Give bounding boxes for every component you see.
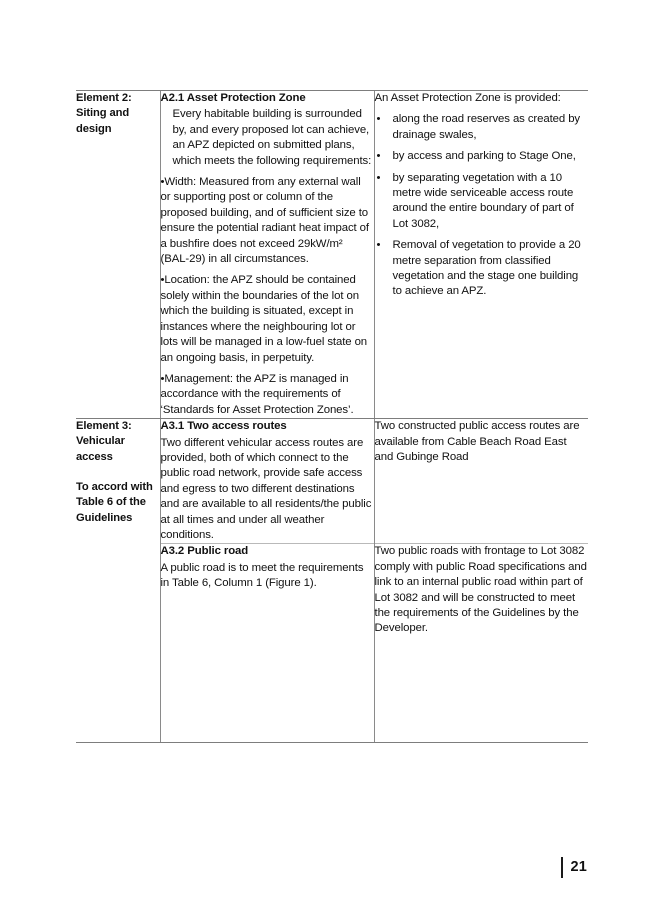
- response-text-a3-1: Two constructed public access routes are available from Cable Beach Road East and Gubinge Road: [374, 420, 580, 463]
- cell-spacer: [161, 592, 374, 742]
- element-2-response-cell: [374, 91, 588, 419]
- element-3-standard-cell-a31: [160, 419, 374, 544]
- clause-heading-a3-1: A3.1 Two access routes: [160, 420, 287, 433]
- bullet-icon: •: [376, 239, 381, 252]
- element-label-line: To accord with Table 6 of the Guidelines: [76, 481, 153, 524]
- element-label-line: design: [76, 122, 112, 135]
- page-number-rule: [561, 857, 563, 878]
- element-label-line: Element 2:: [76, 92, 132, 104]
- clause-intro-a2-1: Every habitable building is surrounded by, and every proposed lot can achieve, an APZ depicted on submitted plans, which meets the following requirements:: [172, 108, 372, 167]
- list-item: [375, 238, 589, 300]
- list-item: [375, 171, 589, 233]
- element-3-response-cell-a31: [374, 419, 588, 544]
- clause-point-location: •Location: the APZ should be contained solely within the boundaries of the lot on which the building is situated, except in instances where the neighbouring lot or lots will be managed in a low-fuel state on an ongoing basis, in perpetuity.: [160, 274, 368, 364]
- element-label-line: Siting and: [76, 107, 130, 120]
- response-intro-a2-1: An Asset Protection Zone is provided:: [374, 92, 561, 104]
- clause-heading-a3-2: A3.2 Public road: [160, 545, 249, 558]
- bullet-icon: •: [376, 113, 381, 126]
- clause-body-a3-1: Two different vehicular access routes are provided, both of which connect to the public road network, provide safe access and egress to two different destinations and are available to all residents/the public at all times and under all weather conditions.: [160, 436, 372, 541]
- page-number-group: [561, 855, 587, 879]
- clause-heading-a2-1: A2.1 Asset Protection Zone: [160, 92, 306, 104]
- list-item-label: by separating vegetation with a 10 metre wide serviceable access route around the entire boundary of part of Lot 3082,: [392, 171, 574, 230]
- element-3-response-cell-a32: [374, 544, 588, 742]
- table-row: [76, 91, 588, 419]
- element-label-line: Element 3: Vehicular access: [76, 420, 132, 463]
- list-item-label: Removal of vegetation to provide a 20 metre separation from classified vegetation and the stage one building to achieve an APZ.: [392, 239, 581, 298]
- bushfire-requirements-table: [76, 90, 588, 743]
- bullet-icon: •: [376, 171, 381, 184]
- page-footer: [0, 855, 653, 885]
- clause-point-management: •Management: the APZ is managed in accordance with the requirements of ‘Standards for Asset Protection Zones’.: [160, 372, 354, 416]
- response-text-a3-2: Two public roads with frontage to Lot 3082 comply with public Road specifications and link to an internal public road within part of Lot 3082 and will be constructed to meet the requirements of the Guidelines by the Developer.: [374, 545, 587, 635]
- element-3-label-cell: [76, 419, 160, 742]
- response-bullet-list: [375, 112, 589, 299]
- clause-point-width: •Width: Measured from any external wall or supporting post or column of the proposed building, and of sufficient size to ensure the potential radiant heat impact of a bushfire does not exceed 29kW/m² (BAL-29) in all circumstances.: [160, 176, 369, 266]
- list-item: [375, 112, 589, 143]
- page-number: 21: [570, 858, 587, 875]
- list-item-label: by access and parking to Stage One,: [392, 150, 576, 163]
- bullet-icon: •: [376, 150, 381, 163]
- list-item-label: along the road reserves as created by drainage swales,: [392, 113, 581, 141]
- element-2-label-cell: [76, 91, 160, 419]
- element-2-standard-cell: [160, 91, 374, 419]
- element-3-standard-cell-a32: [160, 544, 374, 742]
- list-item: [375, 149, 589, 164]
- clause-body-a3-2: A public road is to meet the requirements in Table 6, Column 1 (Figure 1).: [160, 561, 364, 590]
- table-row: [76, 419, 588, 544]
